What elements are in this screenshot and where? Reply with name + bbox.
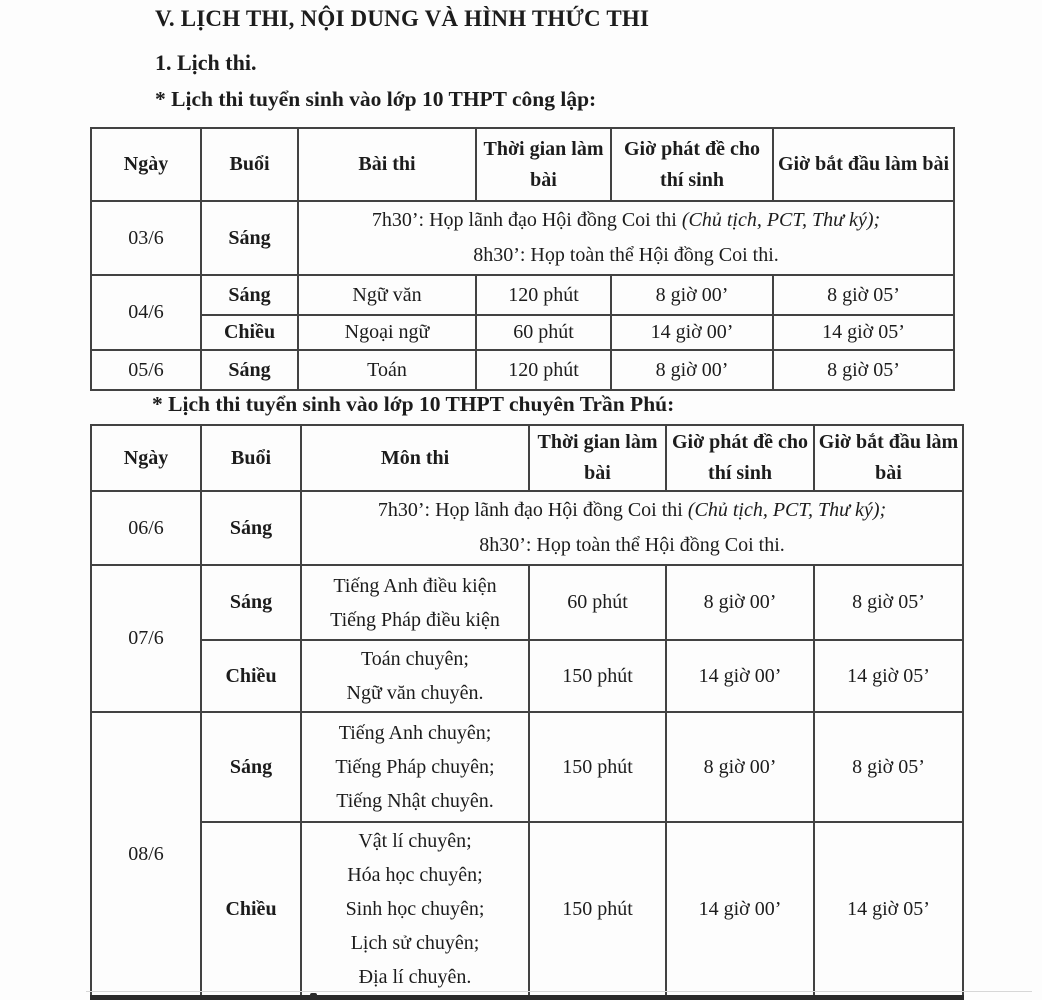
handout-time-cell: 8 giờ 00’ <box>666 565 814 640</box>
session-cell: Sáng <box>201 712 301 822</box>
session-cell: Chiều <box>201 640 301 712</box>
subject-line: Ngữ văn chuyên. <box>346 682 484 704</box>
date-cell: 08/6 <box>91 712 201 998</box>
scan-artifact-line <box>86 991 1032 992</box>
session-cell: Sáng <box>201 565 301 640</box>
start-time-cell: 14 giờ 05’ <box>814 640 963 712</box>
table-row <box>91 712 963 822</box>
header-cell-handout-time: Giờ phát đề cho thí sinh <box>611 128 773 201</box>
header-cell-start-time: Giờ bắt đầu làm bài <box>814 425 963 491</box>
duration-cell: 150 phút <box>529 640 666 712</box>
header-cell-session: Buổi <box>201 128 298 201</box>
header-cell-subject: Môn thi <box>301 425 529 491</box>
header-cell-subject: Bài thi <box>298 128 476 201</box>
subject-line: Tiếng Nhật chuyên. <box>336 790 494 812</box>
subject-cell <box>301 640 529 712</box>
subject-line: Hóa học chuyên; <box>347 864 483 886</box>
subject-cell <box>301 822 529 998</box>
subject-cell: Ngoại ngữ <box>298 315 476 350</box>
subject-line: Tiếng Pháp điều kiện <box>330 608 500 631</box>
header-cell-date: Ngày <box>91 128 201 201</box>
subject-line: Vật lí chuyên; <box>358 830 472 852</box>
meeting-line-2: 8h30’: Họp toàn thể Hội đồng Coi thi. <box>473 244 779 266</box>
specialized-school-schedule-heading: * Lịch thi tuyển sinh vào lớp 10 THPT chuyên Trần Phú: <box>152 392 675 416</box>
subject-cell: Toán <box>298 350 476 390</box>
header-cell-handout-time: Giờ phát đề cho thí sinh <box>666 425 814 491</box>
header-cell-session: Buổi <box>201 425 301 491</box>
handout-time-cell: 14 giờ 00’ <box>666 822 814 998</box>
duration-cell: 120 phút <box>476 350 611 390</box>
subject-line: Tiếng Anh điều kiện <box>333 574 497 597</box>
subject-line: Tiếng Pháp chuyên; <box>335 756 495 778</box>
session-cell: Sáng <box>201 201 298 275</box>
header-cell-duration: Thời gian làm bài <box>529 425 666 491</box>
date-cell: 07/6 <box>91 565 201 712</box>
header-cell-start-time: Giờ bắt đầu làm bài <box>773 128 954 201</box>
handout-time-cell: 8 giờ 00’ <box>611 350 773 390</box>
subject-line: Tiếng Anh chuyên; <box>338 722 492 744</box>
date-cell: 06/6 <box>91 491 201 565</box>
table-header-row <box>91 128 954 201</box>
meeting-officials-note: (Chủ tịch, PCT, Thư ký); <box>681 209 881 231</box>
handout-time-cell: 8 giờ 00’ <box>666 712 814 822</box>
duration-cell: 60 phút <box>529 565 666 640</box>
table-header-row <box>91 425 963 491</box>
public-school-exam-table <box>90 127 955 391</box>
date-cell: 04/6 <box>91 275 201 350</box>
meeting-line-2: 8h30’: Họp toàn thể Hội đồng Coi thi. <box>479 534 785 556</box>
table-row <box>91 201 954 275</box>
handout-time-cell: 14 giờ 00’ <box>666 640 814 712</box>
page-title: V. LỊCH THI, NỘI DUNG VÀ HÌNH THỨC THI <box>155 6 650 31</box>
section-number-heading: 1. Lịch thi. <box>155 50 257 75</box>
start-time-cell: 8 giờ 05’ <box>773 275 954 315</box>
date-cell: 03/6 <box>91 201 201 275</box>
table-row <box>91 491 963 565</box>
subject-cell <box>301 565 529 640</box>
meeting-line-1: 7h30’: Họp lãnh đạo Hội đồng Coi thi (Chủ tịch, PCT, Thư ký); <box>377 499 887 521</box>
start-time-cell: 14 giờ 05’ <box>814 822 963 998</box>
meeting-line-1: 7h30’: Họp lãnh đạo Hội đồng Coi thi (Chủ tịch, PCT, Thư ký); <box>371 209 881 231</box>
session-cell: Chiều <box>201 315 298 350</box>
cutoff-text-fragment <box>310 993 317 1000</box>
handout-time-cell: 8 giờ 00’ <box>611 275 773 315</box>
subject-cell <box>301 712 529 822</box>
subject-line: Lịch sử chuyên; <box>350 932 480 954</box>
table-row <box>91 822 963 998</box>
table-row <box>91 275 954 315</box>
header-cell-duration: Thời gian làm bài <box>476 128 611 201</box>
subject-line: Sinh học chuyên; <box>345 898 485 920</box>
handout-time-cell: 14 giờ 00’ <box>611 315 773 350</box>
session-cell: Sáng <box>201 491 301 565</box>
start-time-cell: 8 giờ 05’ <box>814 565 963 640</box>
table-row <box>91 315 954 350</box>
table-row <box>91 640 963 712</box>
subject-line: Toán chuyên; <box>360 648 469 670</box>
session-cell: Chiều <box>201 822 301 998</box>
header-cell-date: Ngày <box>91 425 201 491</box>
duration-cell: 60 phút <box>476 315 611 350</box>
duration-cell: 150 phút <box>529 822 666 998</box>
public-school-schedule-heading: * Lịch thi tuyển sinh vào lớp 10 THPT công lập: <box>155 87 597 111</box>
table-row <box>91 565 963 640</box>
start-time-cell: 8 giờ 05’ <box>814 712 963 822</box>
session-cell: Sáng <box>201 350 298 390</box>
meeting-cell <box>298 201 954 275</box>
date-cell: 05/6 <box>91 350 201 390</box>
duration-cell: 150 phút <box>529 712 666 822</box>
subject-line: Địa lí chuyên. <box>358 966 472 988</box>
specialized-school-exam-table <box>90 424 964 1000</box>
start-time-cell: 14 giờ 05’ <box>773 315 954 350</box>
subject-cell: Ngữ văn <box>298 275 476 315</box>
table-row <box>91 350 954 390</box>
meeting-officials-note: (Chủ tịch, PCT, Thư ký); <box>687 499 887 521</box>
session-cell: Sáng <box>201 275 298 315</box>
start-time-cell: 8 giờ 05’ <box>773 350 954 390</box>
meeting-cell <box>301 491 963 565</box>
duration-cell: 120 phút <box>476 275 611 315</box>
